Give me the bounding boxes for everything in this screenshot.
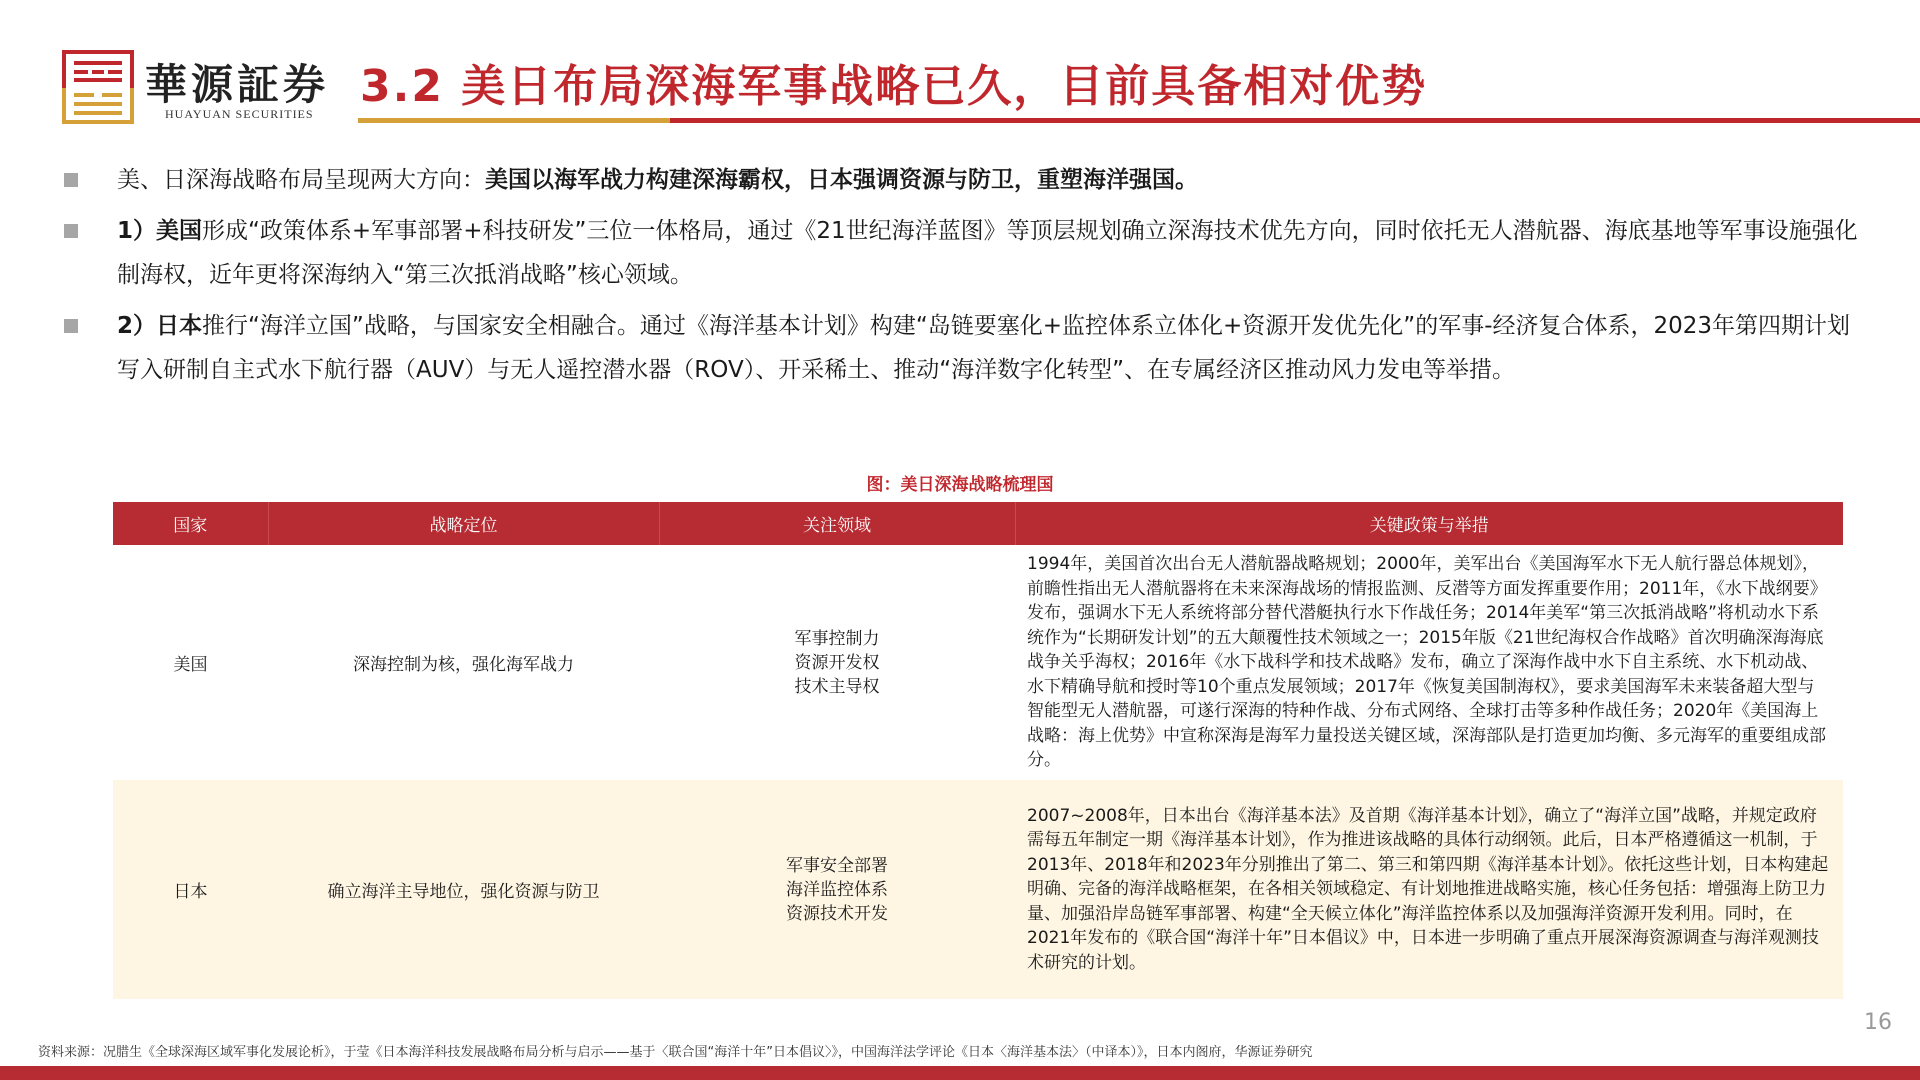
cell-country: 日本	[113, 780, 268, 999]
col-focus: 关注领域	[659, 502, 1015, 545]
title-rule-gold	[358, 118, 670, 123]
bullet-square-icon	[64, 173, 78, 187]
bullet-square-icon	[64, 319, 78, 333]
cell-focus: 军事安全部署 海洋监控体系 资源技术开发	[659, 780, 1015, 999]
bullet-item: 2）日本推行“海洋立国”战略，与国家安全相融合。通过《海洋基本计划》构建“岛链要塞化+监控体系立体化+资源开发优先化”的军事-经济复合体系，2023年第四期计划写入研制自主式水下航行器（AUV）与无人遥控潜水器（ROV）、开采稀土、推动“海洋数字化转型”、在专属经济区推动风力发电等举措。	[62, 304, 1862, 392]
table-row	[113, 545, 1843, 780]
bullet-item: 1）美国形成“政策体系+军事部署+科技研发”三位一体格局，通过《21世纪海洋蓝图》等顶层规划确立深海技术优先方向，同时依托无人潜航器、海底基地等军事设施强化制海权，近年更将深海纳入“第三次抵消战略”核心领域。	[62, 209, 1862, 297]
col-policy: 关键政策与举措	[1015, 502, 1843, 545]
col-positioning: 战略定位	[268, 502, 659, 545]
title-rule-red	[670, 118, 1920, 123]
bullet-list	[62, 158, 1862, 399]
brand-name: 華源証券	[145, 60, 330, 109]
cell-positioning: 深海控制为核，强化海军战力	[268, 545, 659, 780]
cell-focus: 军事控制力 资源开发权 技术主导权	[659, 545, 1015, 780]
cell-country: 美国	[113, 545, 268, 780]
table-row	[113, 780, 1843, 999]
huayuan-logo-icon	[62, 50, 134, 124]
figure-caption: 图：美日深海战略梳理国	[866, 475, 1054, 495]
cell-positioning: 确立海洋主导地位，强化资源与防卫	[268, 780, 659, 999]
cell-policy: 2007~2008年，日本出台《海洋基本法》及首期《海洋基本计划》，确立了“海洋立国”战略，并规定政府需每五年制定一期《海洋基本计划》，作为推进该战略的具体行动纲领。此后，日本严格遵循这一机制，于2013年、2018年和2023年分别推出了第二、第三和第四期《海洋基本计划》。依托这些计划，日本构建起明确、完备的海洋战略框架，在各相关领域稳定、有计划地推进战略实施，核心任务包括：增强海上防卫力量、加强沿岸岛链军事部署、构建“全天候立体化”海洋监控体系以及加强海洋资源开发利用。同时，在2021年发布的《联合国“海洋十年”日本倡议》中，日本进一步明确了重点开展深海资源调查与海洋观测技术研究的计划。	[1015, 780, 1843, 999]
source-note: 资料来源：况腊生《全球深海区域军事化发展论析》，于莹《日本海洋科技发展战略布局分析与启示——基于〈联合国“海洋十年”日本倡议〉》，中国海洋法学评论《日本〈海洋基本法〉（中译本）》，日本内阁府，华源证券研究	[38, 1045, 1313, 1060]
footer-bar	[0, 1066, 1920, 1080]
bullet-square-icon	[64, 224, 78, 238]
cell-policy: 1994年，美国首次出台无人潜航器战略规划；2000年，美军出台《美国海军水下无人航行器总体规划》，前瞻性指出无人潜航器将在未来深海战场的情报监测、反潜等方面发挥重要作用；2011年，《水下战纲要》发布，强调水下无人系统将部分替代潜艇执行水下作战任务；2014年美军“第三次抵消战略”将机动水下系统作为“长期研发计划”的五大颠覆性技术领域之一；2015年版《21世纪海权合作战略》首次明确深海海底战争关乎海权；2016年《水下战科学和技术战略》发布，确立了深海作战中水下自主系统、水下机动战、水下精确导航和授时等10个重点发展领域；2017年《恢复美国制海权》，要求美国海军未来装备超大型与智能型无人潜航器，可遂行深海的特种作战、分布式网络、全球打击等多种作战任务；2020年《美国海上战略：海上优势》中宣称深海是海军力量投送关键区域，深海部队是打造更加均衡、多元海军的重要组成部分。	[1015, 545, 1843, 780]
bullet-item: 美、日深海战略布局呈现两大方向：美国以海军战力构建深海霸权，日本强调资源与防卫，重塑海洋强国。	[62, 158, 1862, 202]
col-country: 国家	[113, 502, 268, 545]
brand-name-en: HUAYUAN SECURITIES	[165, 107, 314, 121]
slide-title: 3.2 美日布局深海军事战略已久，目前具备相对优势	[360, 61, 1428, 112]
page-number: 16	[1864, 1010, 1892, 1035]
strategy-table	[113, 502, 1843, 999]
table-header-row	[113, 502, 1843, 545]
